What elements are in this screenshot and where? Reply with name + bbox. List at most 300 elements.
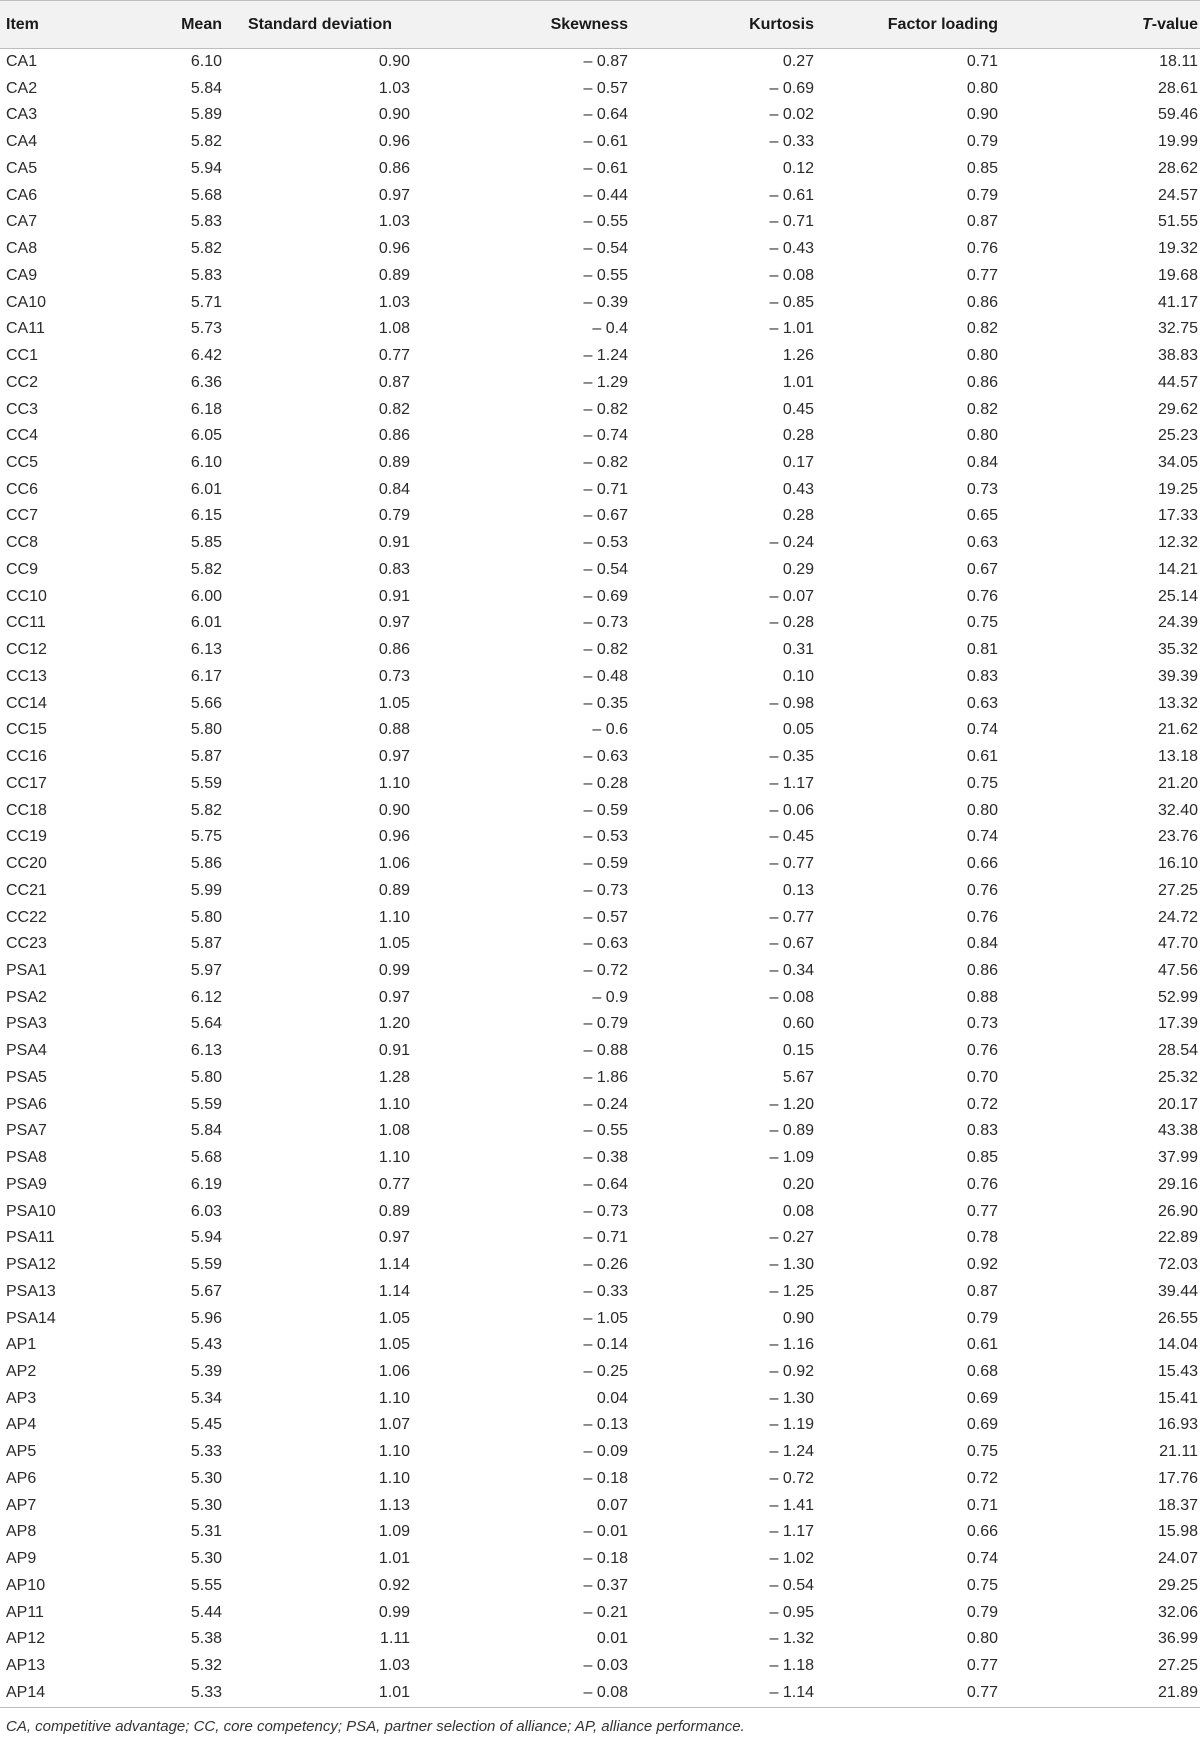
cell-t-value: 59.46 [1157, 106, 1198, 124]
cell-kurtosis: 0.17 [782, 454, 814, 472]
cell-mean: 5.55 [190, 1576, 222, 1594]
cell-item: CC6 [6, 480, 39, 498]
cell-t-value: 21.89 [1006, 1680, 1200, 1707]
cell-skewness: – 0.67 [583, 507, 628, 525]
table-row [0, 263, 1200, 290]
cell-standard-deviation: 0.77 [378, 1175, 410, 1193]
table-row [0, 744, 1200, 771]
cell-skewness: – 0.61 [583, 133, 628, 151]
cell-t-value: 25.32 [1157, 1068, 1198, 1086]
cell-item: PSA2 [6, 988, 47, 1006]
cell-item: PSA3 [6, 1015, 47, 1033]
cell-factor-loading: 0.70 [966, 1068, 998, 1086]
cell-skewness: – 0.57 [583, 908, 628, 926]
cell-standard-deviation: 0.88 [378, 721, 410, 739]
table-row [0, 1519, 1200, 1546]
cell-factor-loading: 0.67 [966, 560, 998, 578]
cell-t-value: 18.11 [1159, 53, 1198, 70]
cell-item: AP4 [6, 1416, 37, 1434]
table-row [0, 1412, 1200, 1439]
cell-item: AP3 [6, 1389, 37, 1407]
cell-skewness: – 0.35 [583, 694, 628, 712]
table-body [0, 49, 1200, 1708]
cell-mean: 6.36 [190, 373, 222, 391]
cell-t-value: 24.72 [1157, 908, 1198, 926]
cell-skewness: – 0.53 [583, 828, 628, 846]
cell-standard-deviation: 0.89 [378, 266, 410, 284]
cell-kurtosis: – 1.17 [769, 774, 814, 792]
cell-kurtosis: – 0.08 [769, 266, 814, 284]
table-row [0, 530, 1200, 557]
cell-skewness: – 0.08 [410, 1680, 634, 1707]
cell-factor-loading: 0.85 [966, 159, 998, 177]
table-row [0, 183, 1200, 210]
cell-skewness: – 1.05 [583, 1309, 628, 1327]
cell-t-value: 34.05 [1157, 454, 1198, 472]
cell-factor-loading: 0.77 [824, 1680, 1006, 1707]
cell-skewness: – 0.24 [583, 1095, 628, 1113]
cell-standard-deviation: 0.90 [378, 53, 410, 70]
cell-kurtosis: – 0.77 [769, 908, 814, 926]
cell-skewness: – 0.01 [583, 1523, 628, 1541]
cell-standard-deviation: 1.05 [378, 694, 410, 712]
cell-t-value: 20.17 [1157, 1095, 1198, 1113]
cell-standard-deviation: 1.05 [378, 935, 410, 953]
cell-standard-deviation: 0.99 [378, 1603, 410, 1621]
table-row [0, 931, 1200, 958]
cell-standard-deviation: 1.01 [378, 1550, 410, 1568]
cell-standard-deviation: 0.90 [378, 106, 410, 124]
cell-skewness: – 0.21 [583, 1603, 628, 1621]
cell-factor-loading: 0.76 [966, 908, 998, 926]
cell-factor-loading: 0.74 [966, 721, 998, 739]
cell-mean: 5.44 [190, 1603, 222, 1621]
cell-skewness: – 0.59 [583, 801, 628, 819]
cell-mean: 5.87 [190, 935, 222, 953]
cell-item: CC10 [6, 587, 47, 605]
cell-skewness: – 0.82 [583, 454, 628, 472]
table-row [0, 1493, 1200, 1520]
cell-skewness: 0.01 [596, 1630, 628, 1648]
cell-factor-loading: 0.86 [966, 293, 998, 311]
cell-t-value: 14.21 [1157, 560, 1198, 578]
cell-factor-loading: 0.80 [966, 801, 998, 819]
cell-factor-loading: 0.61 [966, 1336, 998, 1354]
cell-t-value: 35.32 [1157, 641, 1198, 659]
cell-item: PSA10 [6, 1202, 56, 1220]
cell-skewness: – 0.13 [583, 1416, 628, 1434]
cell-kurtosis: 0.28 [782, 427, 814, 445]
cell-kurtosis: 0.43 [782, 480, 814, 498]
cell-t-value: 15.41 [1157, 1389, 1198, 1407]
table-row [0, 1118, 1200, 1145]
cell-standard-deviation: 1.28 [378, 1068, 410, 1086]
cell-factor-loading: 0.76 [966, 1042, 998, 1060]
cell-factor-loading: 0.79 [966, 133, 998, 151]
cell-kurtosis: – 0.67 [769, 935, 814, 953]
table-row [0, 477, 1200, 504]
cell-standard-deviation: 1.03 [378, 1657, 410, 1675]
cell-item: PSA13 [6, 1282, 56, 1300]
cell-factor-loading: 0.87 [966, 213, 998, 231]
cell-standard-deviation: 1.03 [378, 293, 410, 311]
cell-t-value: 27.25 [1157, 1657, 1198, 1675]
cell-skewness: – 0.64 [583, 1175, 628, 1193]
cell-mean: 5.30 [190, 1496, 222, 1514]
table-row [0, 1145, 1200, 1172]
header-standard-deviation: Standard deviation [230, 1, 410, 49]
cell-kurtosis: – 0.71 [769, 213, 814, 231]
cell-skewness: – 0.48 [583, 667, 628, 685]
table-row [0, 1573, 1200, 1600]
cell-skewness: – 0.26 [583, 1256, 628, 1274]
cell-kurtosis: 0.20 [782, 1175, 814, 1193]
cell-mean: 5.94 [190, 1229, 222, 1247]
cell-kurtosis: – 1.16 [769, 1336, 814, 1354]
cell-kurtosis: – 1.41 [769, 1496, 814, 1514]
cell-skewness: – 0.59 [583, 855, 628, 873]
cell-skewness: – 0.28 [583, 774, 628, 792]
cell-t-value: 52.99 [1157, 988, 1198, 1006]
cell-kurtosis: – 0.27 [769, 1229, 814, 1247]
cell-mean: 6.17 [190, 667, 222, 685]
cell-t-value: 29.62 [1157, 400, 1198, 418]
cell-t-value: 12.32 [1157, 534, 1198, 552]
header-t-value-suffix: -value [1151, 15, 1198, 33]
cell-skewness: – 0.82 [583, 641, 628, 659]
cell-skewness: – 0.73 [583, 881, 628, 899]
cell-skewness: – 0.6 [592, 721, 628, 739]
cell-t-value: 29.16 [1157, 1175, 1198, 1193]
cell-factor-loading: 0.92 [966, 1256, 998, 1274]
cell-factor-loading: 0.86 [966, 961, 998, 979]
cell-item: CA2 [6, 79, 38, 97]
cell-standard-deviation: 0.91 [378, 534, 410, 552]
cell-factor-loading: 0.77 [966, 266, 998, 284]
cell-skewness: – 0.25 [583, 1362, 628, 1380]
table-row [0, 878, 1200, 905]
cell-t-value: 28.61 [1157, 79, 1198, 97]
cell-factor-loading: 0.76 [966, 587, 998, 605]
table-row [0, 1359, 1200, 1386]
cell-kurtosis: – 0.06 [769, 801, 814, 819]
cell-mean: 5.82 [190, 133, 222, 151]
cell-standard-deviation: 0.84 [378, 480, 410, 498]
cell-mean: 5.82 [190, 560, 222, 578]
cell-item: CC21 [6, 881, 47, 899]
cell-skewness: – 0.74 [583, 427, 628, 445]
cell-item: CC11 [6, 614, 46, 632]
cell-kurtosis: – 1.01 [769, 320, 814, 338]
cell-factor-loading: 0.82 [966, 320, 998, 338]
cell-standard-deviation: 0.99 [378, 961, 410, 979]
cell-item: CC20 [6, 855, 47, 873]
cell-standard-deviation: 0.97 [378, 988, 410, 1006]
cell-item: CA3 [6, 106, 38, 124]
cell-item: AP9 [6, 1550, 37, 1568]
cell-kurtosis: – 0.69 [769, 79, 814, 97]
cell-item: CA8 [6, 240, 38, 258]
cell-factor-loading: 0.66 [966, 855, 998, 873]
cell-item: AP11 [6, 1603, 44, 1621]
cell-kurtosis: – 1.24 [769, 1443, 814, 1461]
table-row [0, 102, 1200, 129]
cell-t-value: 24.57 [1157, 186, 1198, 204]
cell-standard-deviation: 0.96 [378, 828, 410, 846]
cell-kurtosis: 0.05 [782, 721, 814, 739]
table-row [0, 1252, 1200, 1279]
cell-standard-deviation: 1.07 [378, 1416, 410, 1434]
cell-skewness: – 0.55 [583, 1122, 628, 1140]
cell-t-value: 26.90 [1157, 1202, 1198, 1220]
cell-standard-deviation: 0.89 [378, 454, 410, 472]
cell-factor-loading: 0.66 [966, 1523, 998, 1541]
cell-mean: 6.01 [190, 480, 222, 498]
cell-factor-loading: 0.80 [966, 79, 998, 97]
cell-t-value: 24.07 [1157, 1550, 1198, 1568]
table-row [0, 1653, 1200, 1680]
table-row [0, 1011, 1200, 1038]
cell-item: CC8 [6, 534, 39, 552]
cell-t-value: 17.76 [1157, 1469, 1198, 1487]
cell-factor-loading: 0.80 [966, 347, 998, 365]
cell-kurtosis: 0.45 [782, 400, 814, 418]
cell-standard-deviation: 0.97 [378, 1229, 410, 1247]
cell-item: PSA14 [6, 1309, 56, 1327]
cell-mean: 5.75 [190, 828, 222, 846]
cell-mean: 5.68 [190, 1149, 222, 1167]
cell-item: CC23 [6, 935, 47, 953]
cell-kurtosis: – 1.30 [769, 1389, 814, 1407]
table-row [0, 905, 1200, 932]
cell-t-value: 72.03 [1157, 1256, 1198, 1274]
cell-t-value: 14.04 [1157, 1336, 1198, 1354]
cell-standard-deviation: 1.10 [378, 1095, 410, 1113]
cell-item: CC14 [6, 694, 47, 712]
header-row [0, 1, 1200, 49]
cell-skewness: – 0.73 [583, 1202, 628, 1220]
cell-t-value: 47.70 [1157, 935, 1198, 953]
cell-mean: 5.33 [190, 1443, 222, 1461]
cell-t-value: 16.93 [1157, 1416, 1198, 1434]
table-row [0, 584, 1200, 611]
cell-t-value: 15.98 [1157, 1523, 1198, 1541]
cell-standard-deviation: 1.10 [378, 774, 410, 792]
table-row [0, 503, 1200, 530]
cell-standard-deviation: 0.89 [378, 1202, 410, 1220]
cell-skewness: – 0.37 [583, 1576, 628, 1594]
cell-standard-deviation: 0.91 [378, 587, 410, 605]
table-header [0, 1, 1200, 49]
cell-t-value: 32.75 [1157, 320, 1198, 338]
cell-mean: 5.86 [190, 855, 222, 873]
cell-mean: 5.30 [190, 1550, 222, 1568]
cell-item: CC12 [6, 641, 47, 659]
table-row [0, 397, 1200, 424]
cell-standard-deviation: 0.89 [378, 881, 410, 899]
header-kurtosis: Kurtosis [634, 1, 824, 49]
table-row [0, 717, 1200, 744]
cell-kurtosis: – 0.92 [769, 1362, 814, 1380]
table-row [0, 156, 1200, 183]
cell-t-value: 19.68 [1157, 266, 1198, 284]
cell-factor-loading: 0.76 [966, 881, 998, 899]
cell-t-value: 38.83 [1157, 347, 1198, 365]
cell-skewness: – 0.44 [583, 186, 628, 204]
cell-standard-deviation: 1.14 [378, 1256, 410, 1274]
cell-kurtosis: – 1.18 [769, 1657, 814, 1675]
cell-standard-deviation: 1.06 [378, 1362, 410, 1380]
cell-kurtosis: 0.29 [782, 560, 814, 578]
table-row [0, 1626, 1200, 1653]
cell-kurtosis: – 0.43 [769, 240, 814, 258]
cell-mean: 5.80 [190, 908, 222, 926]
cell-item: PSA9 [6, 1175, 47, 1193]
cell-factor-loading: 0.77 [966, 1657, 998, 1675]
cell-standard-deviation: 0.92 [378, 1576, 410, 1594]
cell-mean: 6.03 [190, 1202, 222, 1220]
cell-mean: 5.82 [190, 240, 222, 258]
cell-item: CC22 [6, 908, 47, 926]
cell-skewness: – 0.79 [583, 1015, 628, 1033]
cell-kurtosis: – 0.28 [769, 614, 814, 632]
cell-kurtosis: – 0.34 [769, 961, 814, 979]
cell-mean: 6.12 [190, 988, 222, 1006]
cell-skewness: – 0.54 [583, 240, 628, 258]
cell-factor-loading: 0.79 [966, 186, 998, 204]
table-row [0, 209, 1200, 236]
cell-item: AP14 [0, 1680, 120, 1707]
cell-factor-loading: 0.72 [966, 1469, 998, 1487]
table-row [0, 1439, 1200, 1466]
cell-mean: 5.59 [190, 1256, 222, 1274]
cell-standard-deviation: 0.86 [378, 427, 410, 445]
cell-item: AP1 [6, 1336, 37, 1354]
cell-mean: 5.97 [190, 961, 222, 979]
cell-standard-deviation: 0.86 [378, 159, 410, 177]
cell-mean: 6.01 [190, 614, 222, 632]
cell-mean: 5.71 [190, 293, 222, 311]
cell-mean: 5.39 [190, 1362, 222, 1380]
cell-kurtosis: – 1.14 [634, 1680, 824, 1707]
cell-item: CC3 [6, 400, 39, 418]
cell-skewness: 0.04 [596, 1389, 628, 1407]
cell-standard-deviation: 0.96 [378, 133, 410, 151]
cell-t-value: 43.38 [1157, 1122, 1198, 1140]
cell-mean: 6.13 [190, 1042, 222, 1060]
cell-skewness: – 0.38 [583, 1149, 628, 1167]
header-skewness: Skewness [410, 1, 634, 49]
cell-skewness: – 1.24 [583, 347, 628, 365]
cell-mean: 5.45 [190, 1416, 222, 1434]
cell-kurtosis: 0.10 [782, 667, 814, 685]
cell-mean: 5.99 [190, 881, 222, 899]
cell-factor-loading: 0.75 [966, 1443, 998, 1461]
cell-item: AP2 [6, 1362, 37, 1380]
cell-standard-deviation: 0.97 [378, 186, 410, 204]
cell-standard-deviation: 1.03 [378, 213, 410, 231]
cell-mean: 5.30 [190, 1469, 222, 1487]
cell-standard-deviation: 0.97 [378, 614, 410, 632]
cell-factor-loading: 0.65 [966, 507, 998, 525]
table-row [0, 637, 1200, 664]
table-row [0, 1065, 1200, 1092]
cell-mean: 5.32 [190, 1657, 222, 1675]
cell-kurtosis: 0.90 [782, 1309, 814, 1327]
table-row [0, 798, 1200, 825]
cell-mean: 5.84 [190, 1122, 222, 1140]
cell-standard-deviation: 1.06 [378, 855, 410, 873]
cell-kurtosis: 1.26 [782, 347, 814, 365]
cell-t-value: 44.57 [1157, 373, 1198, 391]
cell-skewness: – 0.72 [583, 961, 628, 979]
cell-item: AP5 [6, 1443, 37, 1461]
cell-item: AP8 [6, 1523, 37, 1541]
cell-mean: 5.43 [190, 1336, 222, 1354]
cell-t-value: 26.55 [1157, 1309, 1198, 1327]
cell-kurtosis: 5.67 [782, 1068, 814, 1086]
cell-skewness: – 0.63 [583, 748, 628, 766]
cell-mean: 5.80 [190, 1068, 222, 1086]
cell-factor-loading: 0.82 [966, 400, 998, 418]
cell-skewness: – 0.03 [583, 1657, 628, 1675]
cell-skewness: – 0.64 [583, 106, 628, 124]
cell-standard-deviation: 0.83 [378, 560, 410, 578]
cell-factor-loading: 0.80 [966, 427, 998, 445]
cell-item: CA5 [6, 159, 38, 177]
table-row [0, 1225, 1200, 1252]
cell-t-value: 39.44 [1157, 1282, 1198, 1300]
cell-kurtosis: – 1.02 [769, 1550, 814, 1568]
cell-item: CA4 [6, 133, 38, 151]
cell-mean: 6.10 [190, 454, 222, 472]
cell-kurtosis: – 1.17 [769, 1523, 814, 1541]
cell-item: CA11 [6, 320, 45, 338]
cell-skewness: – 1.86 [583, 1068, 628, 1086]
cell-item: PSA7 [6, 1122, 47, 1140]
table-row [0, 958, 1200, 985]
cell-kurtosis: 0.12 [782, 159, 814, 177]
cell-factor-loading: 0.73 [966, 480, 998, 498]
cell-mean: 5.73 [190, 320, 222, 338]
cell-standard-deviation: 0.91 [378, 1042, 410, 1060]
cell-item: CC9 [6, 560, 39, 578]
cell-standard-deviation: 0.90 [378, 801, 410, 819]
cell-skewness: – 0.71 [583, 1229, 628, 1247]
cell-kurtosis: – 0.24 [769, 534, 814, 552]
cell-t-value: 21.20 [1157, 774, 1198, 792]
cell-mean: 6.13 [190, 641, 222, 659]
cell-factor-loading: 0.61 [966, 748, 998, 766]
header-item: Item [0, 1, 120, 49]
table-row [0, 1466, 1200, 1493]
cell-factor-loading: 0.87 [966, 1282, 998, 1300]
cell-t-value: 37.99 [1157, 1149, 1198, 1167]
cell-kurtosis: – 0.02 [769, 106, 814, 124]
cell-standard-deviation: 1.14 [378, 1282, 410, 1300]
cell-item: PSA5 [6, 1068, 47, 1086]
cell-factor-loading: 0.74 [966, 828, 998, 846]
cell-t-value: 36.99 [1157, 1630, 1198, 1648]
header-t-value [1006, 1, 1200, 49]
cell-standard-deviation: 1.11 [380, 1630, 410, 1648]
cell-standard-deviation: 0.87 [378, 373, 410, 391]
cell-factor-loading: 0.79 [966, 1309, 998, 1327]
cell-skewness: – 0.55 [583, 213, 628, 231]
cell-t-value: 32.06 [1157, 1603, 1198, 1621]
cell-kurtosis: – 1.32 [769, 1630, 814, 1648]
cell-t-value: 19.32 [1157, 240, 1198, 258]
